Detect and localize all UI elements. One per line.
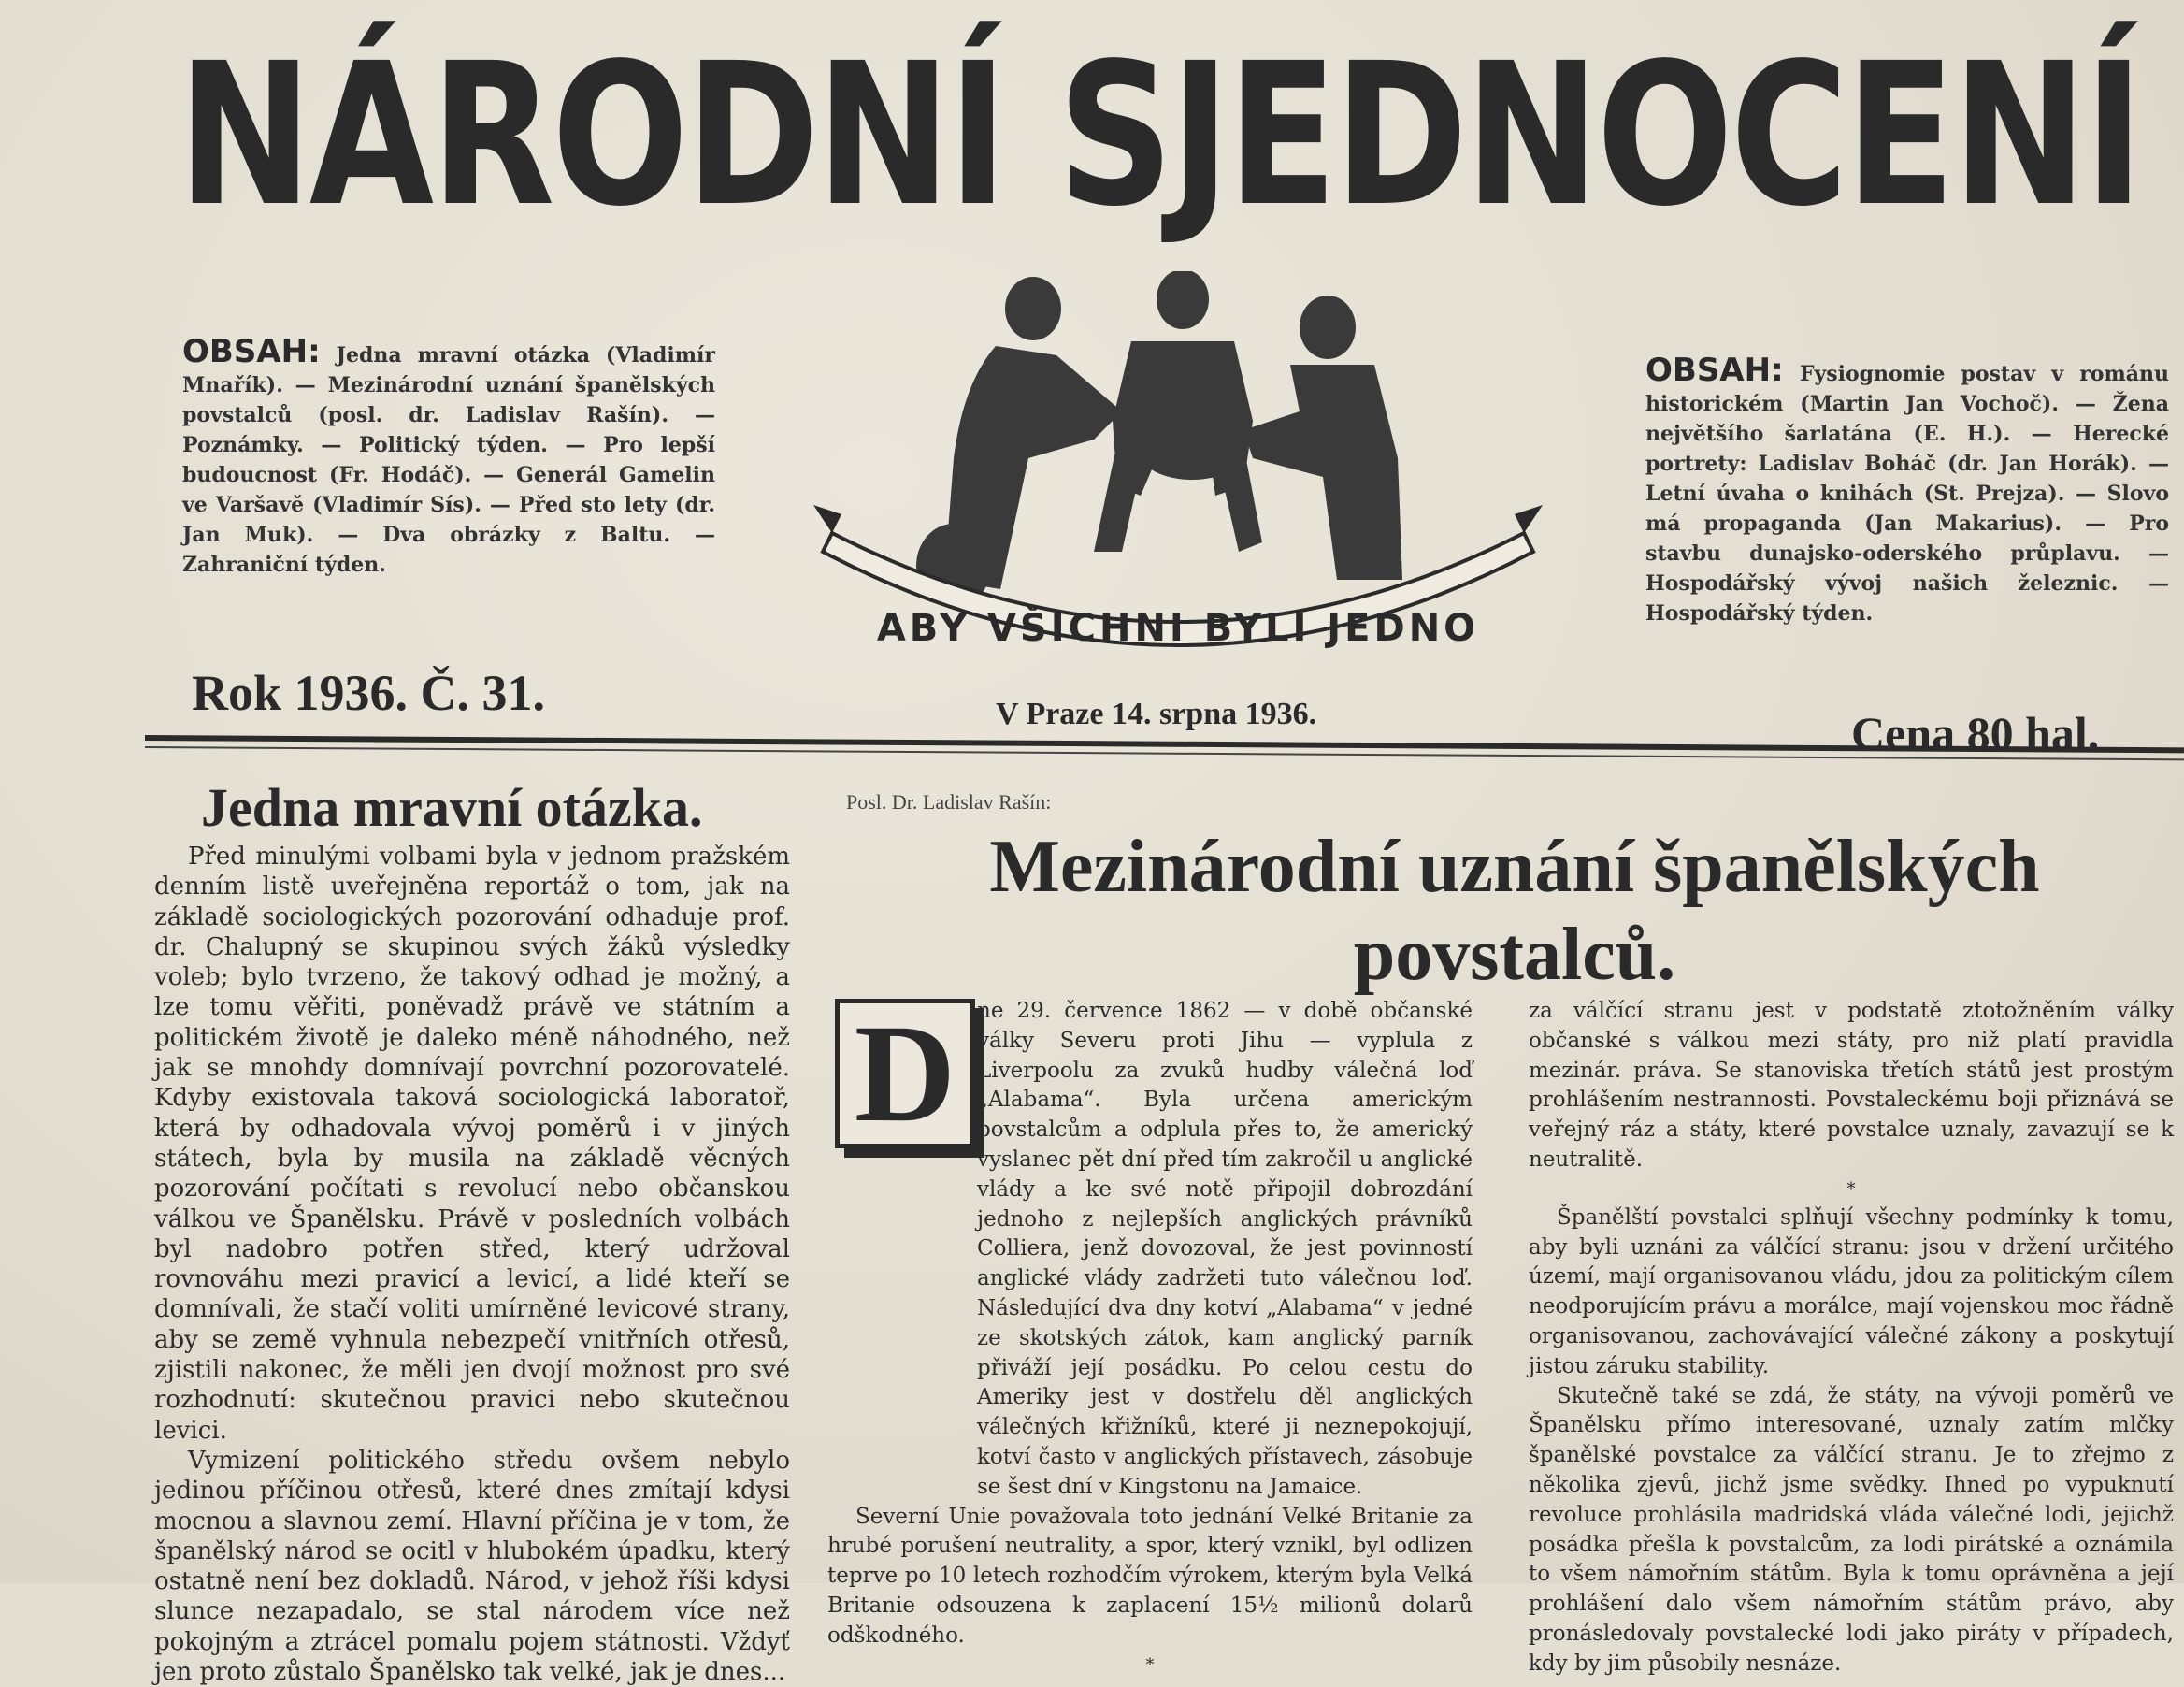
issue-date: V Praze 14. srpna 1936.: [996, 697, 1317, 731]
contents-left: [182, 333, 715, 580]
contents-text: Fysiognomie postav v románu historickém (Martin Jan Vochoč). — Žena největšího šarlatána (E. H.). — Herecké portrety: Ladislav Boháč (dr. Jan Horák). — Letní úvaha o knihách (St. Prejza). — Slovo má propaganda (Jan Makarius). — Pro stavbu dunajsko-oderského průplavu. — Hospodářský vývoj našich železnic. — Hospodářský týden.: [1645, 362, 2169, 626]
emblem-illustration: [813, 271, 1543, 664]
article2-paragraph: Španělští povstalci splňují všechny podmínky k tomu, aby byli uznáni za válčící stranu: jsou v držení určitého území, mají organisovanou vládu, jdou za politickým cílem neodporujícím právu a morálce, mají vojenskou moc řádně organisovanou, zachovávající válečné zákony a poskytují jistou záruku stability.: [1529, 1204, 2174, 1378]
article2-headline: Mezinárodní uznání španělských povstalců.: [989, 826, 2040, 996]
article2-paragraph: Skutečně také se zdá, že státy, na vývoji poměrů ve Španělsku přímo interesované, uznaly zatím mlčky španělské povstalce za válčící stranu. Je to zřejmo z několika zjevů, jichž jsme svědky. Ihned po vypuknutí revoluce prohlásila madridská vláda válečné lodi, jejichž posádka přešla k povstalcům, za lodi pirátské a oznámila to všem námořním státům. Byla k tomu oprávněna a její prohlášení dalo všem námořním státům právo, aby pronásledovaly povstalecké lodi jako piráty v případech, kdy by jim působily nesnáze.: [1529, 1383, 2174, 1676]
contents-label: OBSAH:: [182, 333, 321, 370]
issue-year-number: Rok 1936. Č. 31.: [192, 665, 546, 721]
article2-column2: [1529, 997, 2174, 1680]
article2-byline: Posl. Dr. Ladislav Rašín:: [846, 790, 1052, 814]
dropcap-initial: D: [835, 999, 975, 1148]
section-star: *: [1145, 1654, 1155, 1675]
article1-paragraph: Vymizení politického středu ovšem nebylo jedinou příčinou otřesů, které dnes zmítají kdysi mocnou a slavnou zemí. Hlavní příčina je v tom, že španělský národ se ocitl v hlubokém úpadku, který ostatně není bez dokladů. Národ, v jehož říši kdysi slunce nezapadalo, se stal národem více než pokojným a ztrácel pomalu pojem státnosti. Vždyť jen proto zůstalo Španělsko tak velké, jak je dnes...: [154, 1446, 790, 1687]
contents-label: OBSAH:: [1645, 352, 1784, 389]
article2-paragraph: ne 29. července 1862 — v době občanské války Severu proti Jihu — vyplula z Liverpoolu za zvuků hudby válečná loď „Alabama“. Byla určena americkým povstalcům a odplula přes to, že americký vyslanec pět dní před tím zakročil u anglické vlády a ke své notě připojil dobrozdání jednoho z nejlepších anglických právníků Colliera, jenž dovozoval, že jest povinností anglické vlády zadržeti tuto válečnou loď. Následující dva dny kotví „Alabama“ v jedné ze skotských zátok, kam anglický parník přiváží její posádku. Po celou cestu do Ameriky jest v dostřelu děl anglických válečných křižníků, které ji neznepokojují, kotví často v anglických přístavech, zásobuje se šest dní v Kingstonu na Jamaice.: [977, 999, 1473, 1499]
article1-paragraph: Před minulými volbami byla v jednom pražském denním listě uveřejněna reportáž o tom, jak na základě sociologických pozorování odhaduje prof. dr. Chalupný se skupinou svých žáků výsledky voleb; bylo tvrzeno, že takový odhad je možný, a lze tomu věřiti, poněvadž právě ve státním a politickém životě je daleko méně náhodného, než jak se mnohdy domnívají povrchní pozorovatelé. Kdyby existovala taková sociologická laboratoř, která by odhadovala vývoj poměrů i v jiných státech, byla by musila na základě věcných pozorování počítati s revolucí nebo občanskou válkou ve Španělsku. Právě v posledních volbách byl nadobro potřen střed, který udržoval rovnováhu mezi pravicí a levicí, a lidé kteří se domnívali, že stačí voliti umírněné levicové strany, aby se země vyhnula nebezpečí vnitřních otřesů, zjistili nakonec, že měli jen dvojí možnost pro své rozhodnutí: skutečnou pravici nebo skutečnou levici.: [154, 843, 790, 1445]
masthead-title: NÁRODNÍ SJEDNOCENÍ: [178, 21, 2141, 250]
article1-body: [154, 842, 790, 1687]
emblem-motto: ABY VŠICHNI BYLI JEDNO: [876, 607, 1480, 650]
contents-text: Jedna mravní otázka (Vladimír Mnařík). — Mezinárodní uznání španělských povstalců (posl. dr. Ladislav Rašín). — Poznámky. — Politický týden. — Pro lepší budoucnost (Fr. Hodáč). — Generál Gamelin ve Varšavě (Vladimír Sís). — Před sto lety (dr. Jan Muk). — Dva obrázky z Baltu. — Zahraniční týden.: [182, 343, 715, 577]
article2-paragraph: Severní Unie považovala toto jednání Velké Britanie za hrubé porušení neutrality, a spor, který vznikl, byl odlizen teprve po 10 letech rozhodčím výrokem, kterým byla Velká Britanie odsouzena k zaplacení 15½ milionů dolarů odškodného.: [827, 1504, 1473, 1648]
article2-paragraph: za válčící stranu jest v podstatě ztotožněním války občanské s válkou mezi státy, pro niž platí pravidla mezinár. práva. Se stanoviska třetích států jest prostým prohlášením nestrannosti. Povstaleckému boji přiznává se veřejný ráz a státy, které povstalce uznaly, zavazují se k neutralitě.: [1529, 999, 2174, 1172]
section-star: *: [1846, 1178, 1856, 1199]
issue-price: Cena 80 hal.: [1851, 707, 2100, 759]
article1-headline: Jedna mravní otázka.: [201, 777, 703, 838]
contents-right: [1645, 352, 2169, 628]
